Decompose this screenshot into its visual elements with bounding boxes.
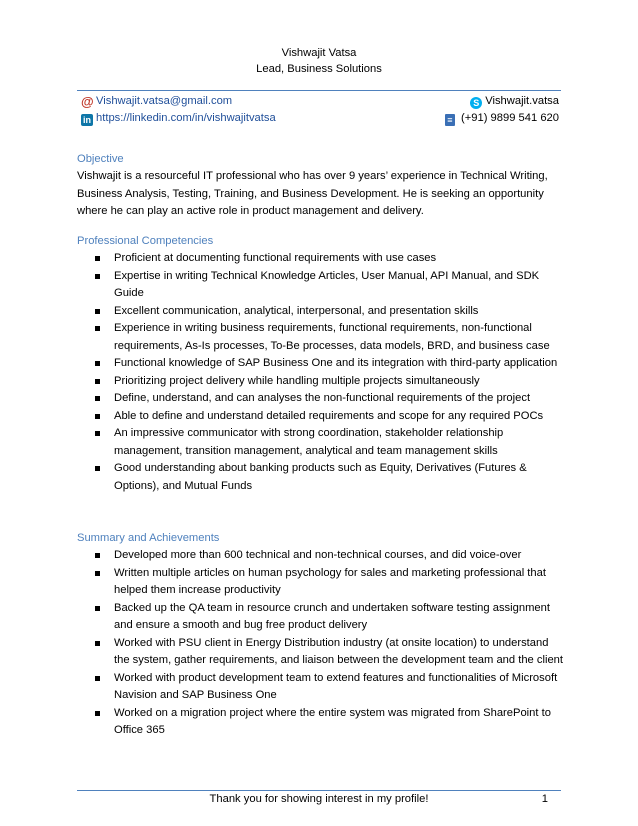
objective-heading: Objective bbox=[77, 153, 124, 165]
linkedin-link[interactable]: https://linkedin.com/in/vishwajitvatsa bbox=[96, 112, 276, 124]
candidate-role: Lead, Business Solutions bbox=[256, 63, 382, 75]
achievements-list bbox=[77, 547, 567, 740]
email-at-icon: @ bbox=[81, 94, 94, 109]
list-item: Good understanding about banking products such as Equity, Derivatives (Futures & Options), and Mutual Funds bbox=[77, 460, 567, 495]
competencies-heading: Professional Competencies bbox=[77, 235, 214, 247]
candidate-name: Vishwajit Vatsa bbox=[281, 47, 357, 59]
footer-divider bbox=[77, 790, 561, 791]
email-link[interactable]: Vishwajit.vatsa@gmail.com bbox=[96, 95, 233, 107]
bullet-icon bbox=[95, 606, 100, 611]
list-item: Able to define and understand detailed requirements and scope for any required POCs bbox=[77, 408, 567, 426]
email-contact[interactable] bbox=[81, 95, 232, 108]
page-number: 1 bbox=[541, 793, 548, 805]
list-item: Excellent communication, analytical, interpersonal, and presentation skills bbox=[77, 303, 567, 321]
header-divider bbox=[77, 90, 561, 91]
bullet-icon bbox=[95, 414, 100, 419]
bullet-icon bbox=[95, 396, 100, 401]
achievements-heading: Summary and Achievements bbox=[77, 532, 220, 544]
bullet-icon bbox=[95, 571, 100, 576]
footer-text: Thank you for showing interest in my profile! bbox=[209, 793, 429, 805]
list-item: Define, understand, and can analyses the non-functional requirements of the project bbox=[77, 390, 567, 408]
bullet-icon bbox=[95, 256, 100, 261]
bullet-icon bbox=[95, 274, 100, 279]
competencies-list bbox=[77, 250, 567, 495]
phone-number: (+91) 9899 541 620 bbox=[461, 112, 559, 124]
bullet-icon bbox=[95, 466, 100, 471]
bullet-icon bbox=[95, 361, 100, 366]
bullet-icon bbox=[95, 309, 100, 314]
bullet-icon bbox=[95, 379, 100, 384]
bullet-icon bbox=[95, 676, 100, 681]
list-item: Proficient at documenting functional requirements with use cases bbox=[77, 250, 567, 268]
bullet-icon bbox=[95, 641, 100, 646]
skype-icon: S bbox=[470, 97, 482, 109]
objective-text: Vishwajit is a resourceful IT professional who has over 9 years’ experience in Technical Writing, Business Analysis, Testing, Training, and Business Development. He is seeking an opportunity where he can play an active role in product management and delivery. bbox=[77, 170, 548, 217]
bullet-icon bbox=[95, 326, 100, 331]
bullet-icon bbox=[95, 431, 100, 436]
list-item: Worked with PSU client in Energy Distribution industry (at onsite location) to understand the system, gather requirements, and liaison between the development team and the client bbox=[77, 635, 567, 670]
phone-contact bbox=[445, 112, 559, 126]
list-item: Written multiple articles on human psychology for sales and marketing professional that helped them increase productivity bbox=[77, 565, 567, 600]
skype-contact bbox=[470, 95, 559, 109]
bullet-icon bbox=[95, 711, 100, 716]
phone-icon: ≡ bbox=[445, 114, 455, 126]
linkedin-contact[interactable] bbox=[81, 112, 276, 126]
list-item: An impressive communicator with strong coordination, stakeholder relationship management, transition management, analytical and team management skills bbox=[77, 425, 567, 460]
list-item: Prioritizing project delivery while handling multiple projects simultaneously bbox=[77, 373, 567, 391]
linkedin-icon: in bbox=[83, 115, 91, 125]
list-item: Worked on a migration project where the entire system was migrated from SharePoint to Office 365 bbox=[77, 705, 567, 740]
skype-id: Vishwajit.vatsa bbox=[485, 95, 559, 107]
list-item: Functional knowledge of SAP Business One and its integration with third-party application bbox=[77, 355, 567, 373]
list-item: Expertise in writing Technical Knowledge Articles, User Manual, API Manual, and SDK Guide bbox=[77, 268, 567, 303]
list-item: Worked with product development team to extend features and functionalities of Microsoft Navision and SAP Business One bbox=[77, 670, 567, 705]
list-item: Developed more than 600 technical and non-technical courses, and did voice-over bbox=[77, 547, 567, 565]
list-item: Experience in writing business requirements, functional requirements, non-functional requirements, As-Is processes, To-Be processes, data models, BRD, and business case bbox=[77, 320, 567, 355]
bullet-icon bbox=[95, 553, 100, 558]
list-item: Backed up the QA team in resource crunch and undertaken software testing assignment and ensure a smooth and bug free product delivery bbox=[77, 600, 567, 635]
